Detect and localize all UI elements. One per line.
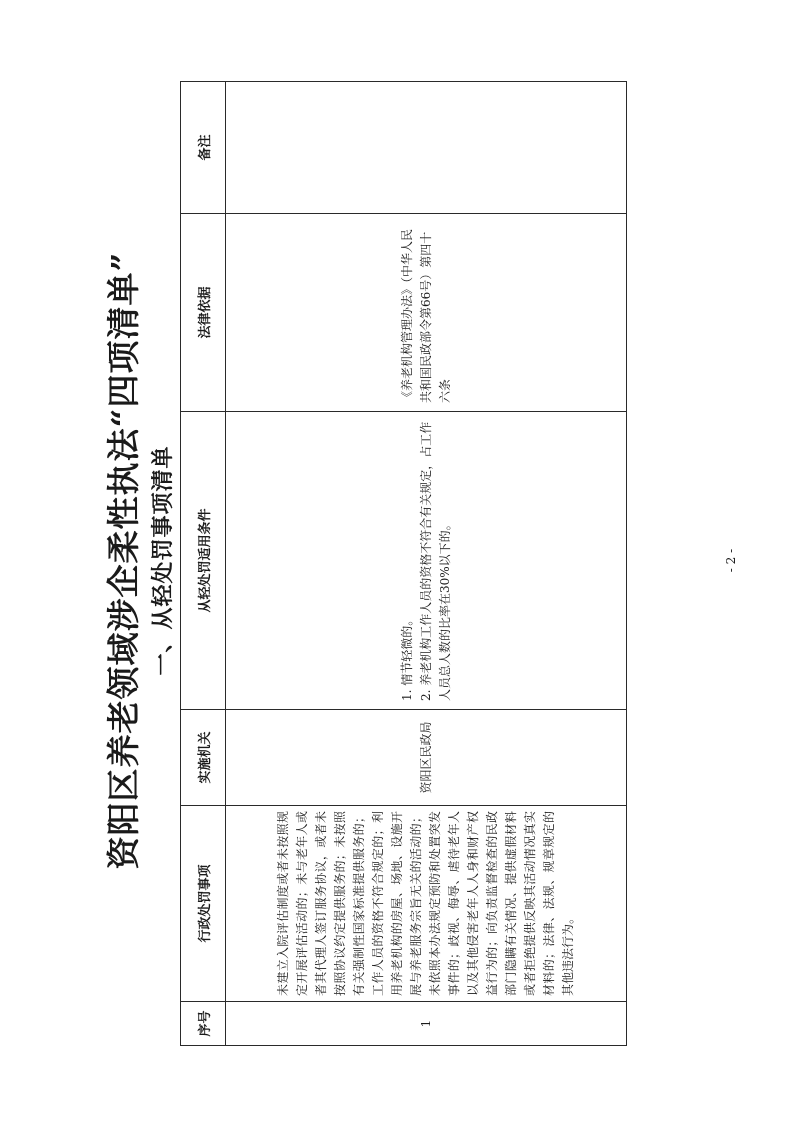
header-org: 实施机关 xyxy=(181,710,226,806)
condition-line-2: 2. 养老机构工作人员的资格不符合有关规定，占工作人员总人数的比率在30%以下的。 xyxy=(418,421,452,701)
cell-conditions xyxy=(226,412,627,710)
cell-no: 1 xyxy=(226,1002,627,1046)
cell-remarks xyxy=(226,82,627,214)
page-number: - 2 - xyxy=(724,548,738,573)
table-row xyxy=(226,82,627,1046)
header-basis: 法律依据 xyxy=(181,214,226,412)
document-title: 资阳区养老领域涉企柔性执法“四项清单” xyxy=(104,251,143,870)
cell-item: 未建立入院评估制度或者未按照规定开展评估活动的；未与老年人或者其代理人签订服务协议，或者未按照协议约定提供服务的；未按照有关强制性国家标准提供服务的；工作人员的资格不符合规定的；利用养老机构的房屋、场地、设施开展与养老服务宗旨无关的活动的；未依照本办法规定预防和处置突发事件的；歧视、侮辱、虐待老年人以及其他侵害老年人人身和财产权益行为的；向负责监督检查的民政部门隐瞒有关情况、提供虚假材料或者拒绝提供反映其活动情况真实材料的；法律、法规、规章规定的其他违法行为。 xyxy=(226,806,627,1002)
table-header-row xyxy=(181,82,226,1046)
header-no: 序号 xyxy=(181,1002,226,1046)
header-conditions: 从轻处罚适用条件 xyxy=(181,412,226,710)
condition-line-1: 1. 情节轻微的。 xyxy=(399,613,414,701)
cell-org: 资阳区民政局 xyxy=(226,710,627,806)
penalty-list-table xyxy=(180,81,627,1046)
header-remarks: 备注 xyxy=(181,82,226,214)
cell-basis: 《养老机构管理办法》（中华人民共和国民政部令第66号）第四十六条 xyxy=(226,214,627,412)
document-subtitle: 一、从轻处罚事项清单 xyxy=(150,445,176,676)
header-item: 行政处罚事项 xyxy=(181,806,226,1002)
